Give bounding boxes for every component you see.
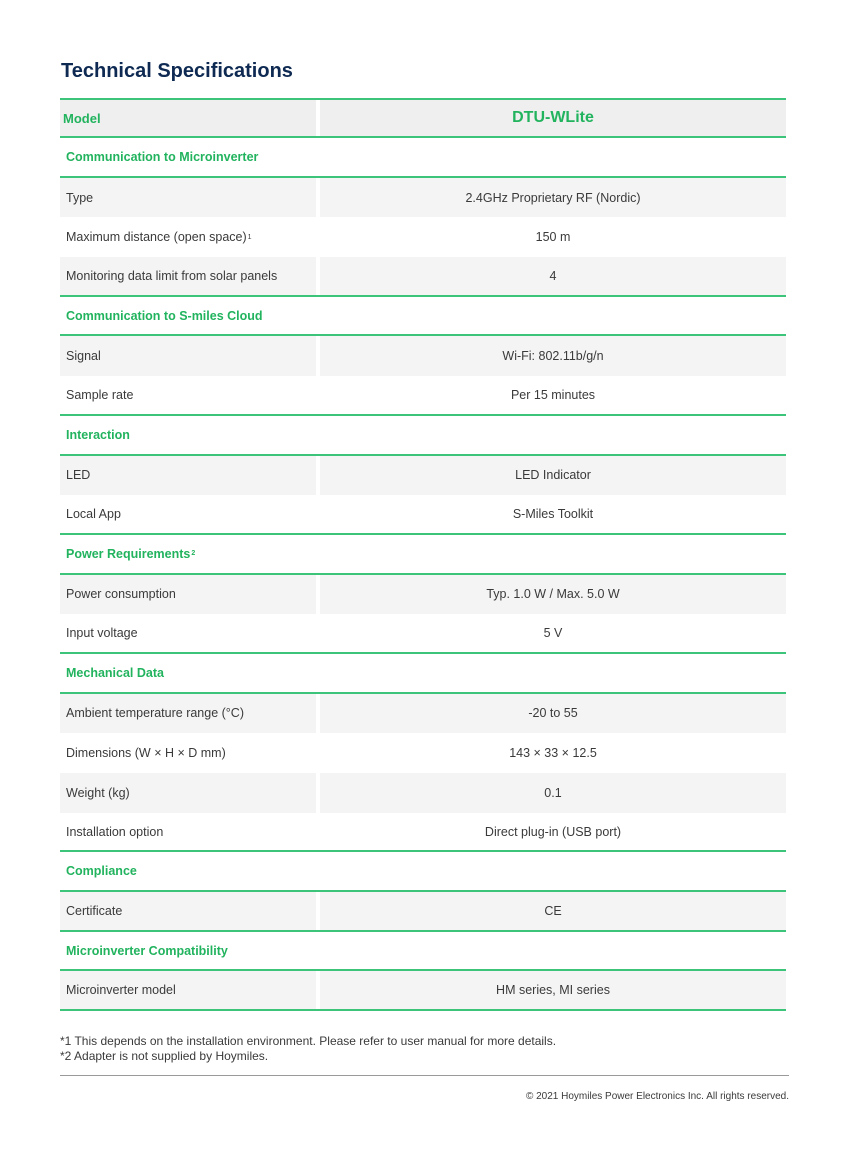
spec-row (60, 614, 786, 654)
spec-label (60, 495, 316, 533)
spec-value: Per 15 minutes (510, 387, 596, 402)
spec-label (60, 614, 316, 652)
spec-row (60, 336, 786, 376)
section-header-row (60, 535, 786, 575)
spec-label (60, 257, 316, 295)
page-title: Technical Specifications (61, 60, 293, 82)
spec-table (60, 98, 786, 1011)
section-title-text: Mechanical Data (66, 665, 164, 680)
spec-label (60, 971, 316, 1009)
model-label: Model (60, 100, 316, 136)
section-title (60, 535, 786, 573)
spec-label (60, 694, 316, 734)
spec-label-text: Dimensions (W × H × D mm) (66, 746, 226, 761)
footer-divider (60, 1075, 789, 1076)
spec-label (60, 376, 316, 414)
spec-label-text: Installation option (66, 824, 164, 839)
spec-value: 5 V (543, 626, 563, 641)
spec-row (60, 971, 786, 1011)
footnote-marker: 2 (191, 550, 196, 558)
spec-label (60, 813, 316, 851)
spec-row (60, 257, 786, 297)
spec-label-text: Ambient temperature range (°C) (66, 706, 244, 721)
spec-label-text: Power consumption (66, 587, 176, 602)
spec-label-text: Signal (66, 349, 101, 364)
section-title-text: Communication to Microinverter (66, 149, 259, 164)
spec-value: CE (320, 892, 786, 930)
section-header-row (60, 852, 786, 892)
spec-label-text: Microinverter model (66, 983, 176, 998)
spec-label-text: LED (66, 468, 91, 483)
section-header-row (60, 138, 786, 178)
spec-row (60, 376, 786, 416)
section-title (60, 416, 786, 454)
section-title (60, 654, 786, 692)
spec-label-text: Monitoring data limit from solar panels (66, 268, 278, 283)
spec-row (60, 495, 786, 535)
spec-value: 143 × 33 × 12.5 (509, 746, 597, 761)
section-header-row (60, 932, 786, 972)
section-title (60, 932, 786, 970)
spec-label-text: Weight (kg) (66, 785, 130, 800)
section-header-row (60, 654, 786, 694)
spec-label-text: Maximum distance (open space) (66, 230, 247, 245)
spec-row (60, 575, 786, 615)
spec-row (60, 892, 786, 932)
section-title (60, 138, 786, 176)
section-title-text: Compliance (66, 864, 137, 879)
spec-value: LED Indicator (320, 456, 786, 496)
spec-row (60, 178, 786, 218)
section-title (60, 297, 786, 335)
spec-value: Wi-Fi: 802.11b/g/n (320, 336, 786, 376)
footnote-marker: 1 (247, 233, 252, 241)
section-title-text: Communication to S-miles Cloud (66, 308, 263, 323)
spec-value: S-Miles Toolkit (512, 507, 594, 522)
model-row (60, 98, 786, 138)
section-title-text: Microinverter Compatibility (66, 943, 228, 958)
spec-row (60, 813, 786, 853)
spec-value: Direct plug-in (USB port) (484, 824, 622, 839)
spec-row (60, 733, 786, 773)
footnote: *1 This depends on the installation environment. Please refer to user manual for more details. (60, 1034, 557, 1048)
spec-label-text: Local App (66, 507, 121, 522)
spec-value: HM series, MI series (320, 971, 786, 1009)
spec-label (60, 217, 316, 257)
spec-label (60, 575, 316, 615)
spec-row (60, 456, 786, 496)
spec-row (60, 694, 786, 734)
section-title-text: Power Requirements (66, 546, 191, 561)
spec-value: 150 m (535, 230, 571, 245)
spec-label (60, 892, 316, 930)
section-header-row (60, 297, 786, 337)
footnotes (60, 1034, 556, 1064)
spec-label-text: Input voltage (66, 626, 138, 641)
spec-label-text: Sample rate (66, 387, 134, 402)
section-header-row (60, 416, 786, 456)
spec-value: -20 to 55 (320, 694, 786, 734)
spec-value: 0.1 (320, 773, 786, 813)
spec-value: 2.4GHz Proprietary RF (Nordic) (320, 178, 786, 218)
spec-label-text: Type (66, 190, 94, 205)
spec-label (60, 773, 316, 813)
spec-row (60, 217, 786, 257)
model-value: DTU-WLite (320, 100, 786, 136)
spec-row (60, 773, 786, 813)
spec-label (60, 456, 316, 496)
spec-label-text: Certificate (66, 903, 123, 918)
spec-label (60, 178, 316, 218)
spec-value: Typ. 1.0 W / Max. 5.0 W (320, 575, 786, 615)
spec-label (60, 733, 316, 773)
section-title (60, 852, 786, 890)
section-title-text: Interaction (66, 427, 130, 442)
spec-label (60, 336, 316, 376)
spec-value: 4 (320, 257, 786, 295)
copyright: © 2021 Hoymiles Power Electronics Inc. All rights reserved. (525, 1091, 789, 1102)
footnote: *2 Adapter is not supplied by Hoymiles. (60, 1049, 269, 1063)
